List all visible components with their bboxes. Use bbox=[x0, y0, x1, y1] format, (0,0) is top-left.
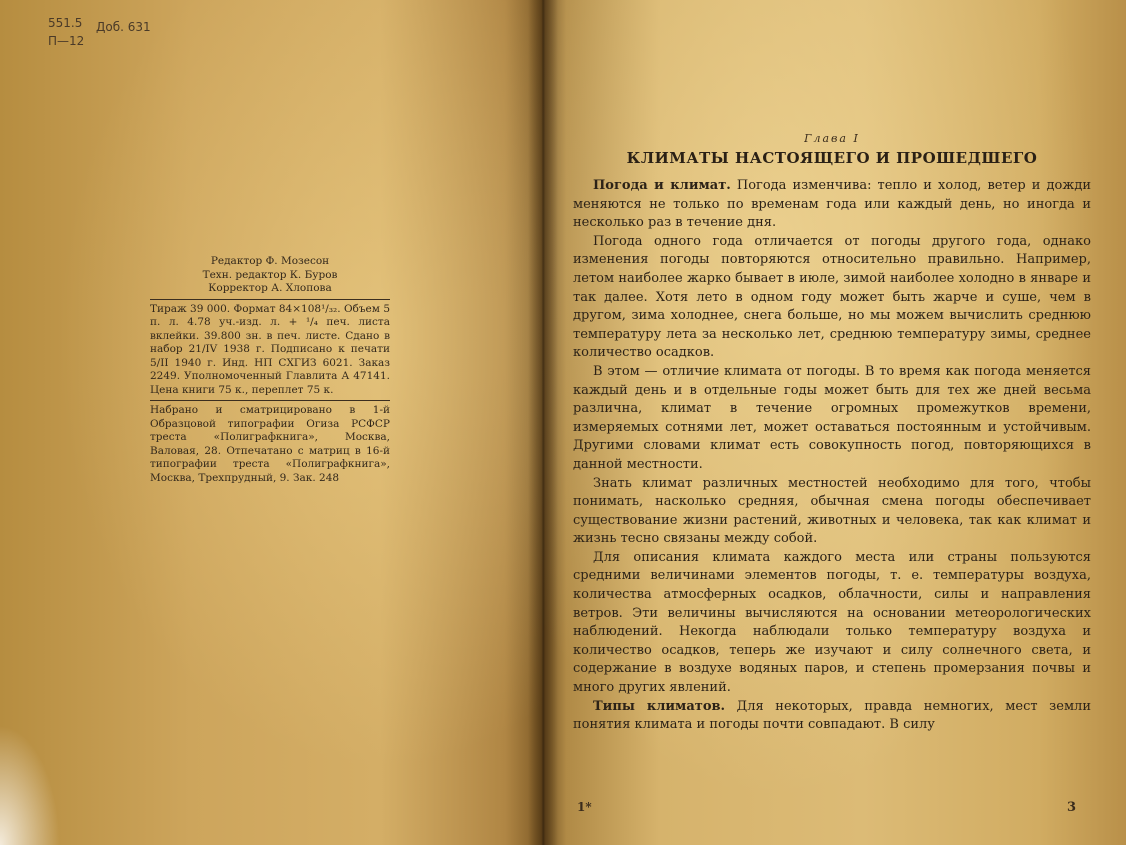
paragraph-text: Погода изменчива: тепло и холод, ветер и дожди меняются не только по временам года или каждый день, но иногда и несколько раз в течение дня. bbox=[573, 178, 1092, 231]
paragraph bbox=[573, 698, 1091, 735]
body-text bbox=[573, 177, 1091, 735]
paragraph-text: Для некоторых, правда немногих, мест земли понятия климата и погоды почти совпадают. В силу bbox=[573, 698, 1091, 733]
credits-block bbox=[150, 255, 390, 300]
colophon bbox=[150, 255, 390, 485]
paragraph-lead: Погода и климат. bbox=[593, 178, 731, 193]
imprint-block: Тираж 39 000. Формат 84×108¹/₃₂. Объем 5 п. л. 4.78 уч.-изд. л. + ¹/₄ печ. листа вклейки. 39.800 зн. в печ. листе. Сдано в набор 21/IV 1938 г. Подписано к печати 5/II 1940 г. Инд. НП СХГИЗ 6021. Заказ 2249. Уполномоченный Главлита А 47141. Цена книги 75 к., переплет 75 к. bbox=[150, 303, 390, 402]
paragraph-text: Для описания климата каждого места или страны пользуются средними величинами элементов погоды, т. е. температуры воздуха, количества атмосферных осадков, облачности, силы и направления ветров. Эти величины вычисляются на основании метеорологических наблюдений. Некогда наблюдали только температуру воздуха и количество осадков, теперь же изучают и силу солнечного света, и содержание в воздухе водяных паров, и степень промерзания почвы и много других явлений. bbox=[573, 549, 1091, 696]
shelfmark bbox=[48, 14, 151, 50]
chapter-content bbox=[573, 132, 1091, 735]
shelfmark-line: 551.5 bbox=[48, 16, 83, 30]
right-page bbox=[543, 0, 1126, 845]
paragraph-text: Знать климат различных местностей необходимо для того, чтобы понимать, насколько средняя, обычная смена погоды обеспечивает существование жизни растений, животных и человека, так как климат и жизнь тесно связаны между собой. bbox=[573, 475, 1091, 547]
tech-editor-credit: Техн. редактор К. Буров bbox=[202, 268, 338, 281]
paragraph bbox=[573, 177, 1091, 233]
chapter-label: Глава I bbox=[804, 132, 860, 145]
paragraph bbox=[573, 549, 1091, 698]
printing-block: Набрано и сматрицировано в 1-й Образцовой типографии Огиза РСФСР треста «Полиграфкнига», Москва, Валовая, 28. Отпечатано с матриц в 16-й типографии треста «Полиграфкнига», Москва, Трехпрудный, 9. Зак. 248 bbox=[150, 404, 390, 484]
page-number: 3 bbox=[1067, 800, 1077, 815]
shelfmark-extra: Доб. 631 bbox=[96, 20, 151, 34]
left-page bbox=[0, 0, 543, 845]
corner-shadow bbox=[0, 725, 60, 845]
paragraph bbox=[573, 233, 1091, 363]
proofreader-credit: Корректор А. Хлопова bbox=[208, 282, 332, 294]
paragraph bbox=[573, 475, 1091, 549]
paragraph-text: Погода одного года отличается от погоды другого года, однако изменения погоды повторяются относительно правильно. Например, летом наиболее жарко бывает в июле, зимой наиболее холодно в январе и так далее. Хотя лето в одном году может быть жарче и суше, чем в другом, зима холоднее, снега больше, но мы можем вычислить среднюю температуру лета за несколько лет, среднюю температуру зимы, среднее количество осадков. bbox=[573, 233, 1091, 361]
editor-credit: Редактор Ф. Мозесон bbox=[210, 255, 330, 267]
paragraph-text: В этом — отличие климата от погоды. В то время как погода меняется каждый день и в отдельные годы может быть для тех же дней весьма различна, климат в течение огромных промежутков времени, измеряемых сотнями лет, может оставаться постоянным и устойчивым. Другими словами климат есть совокупность погод, повторяющихся в данной местности. bbox=[573, 363, 1091, 472]
signature-mark: 1* bbox=[577, 800, 592, 814]
shelfmark-line: П—12 bbox=[48, 34, 85, 48]
chapter-title: КЛИМАТЫ НАСТОЯЩЕГО И ПРОШЕДШЕГО bbox=[626, 149, 1038, 167]
paragraph bbox=[573, 363, 1091, 475]
paragraph-lead: Типы климатов. bbox=[593, 698, 726, 714]
